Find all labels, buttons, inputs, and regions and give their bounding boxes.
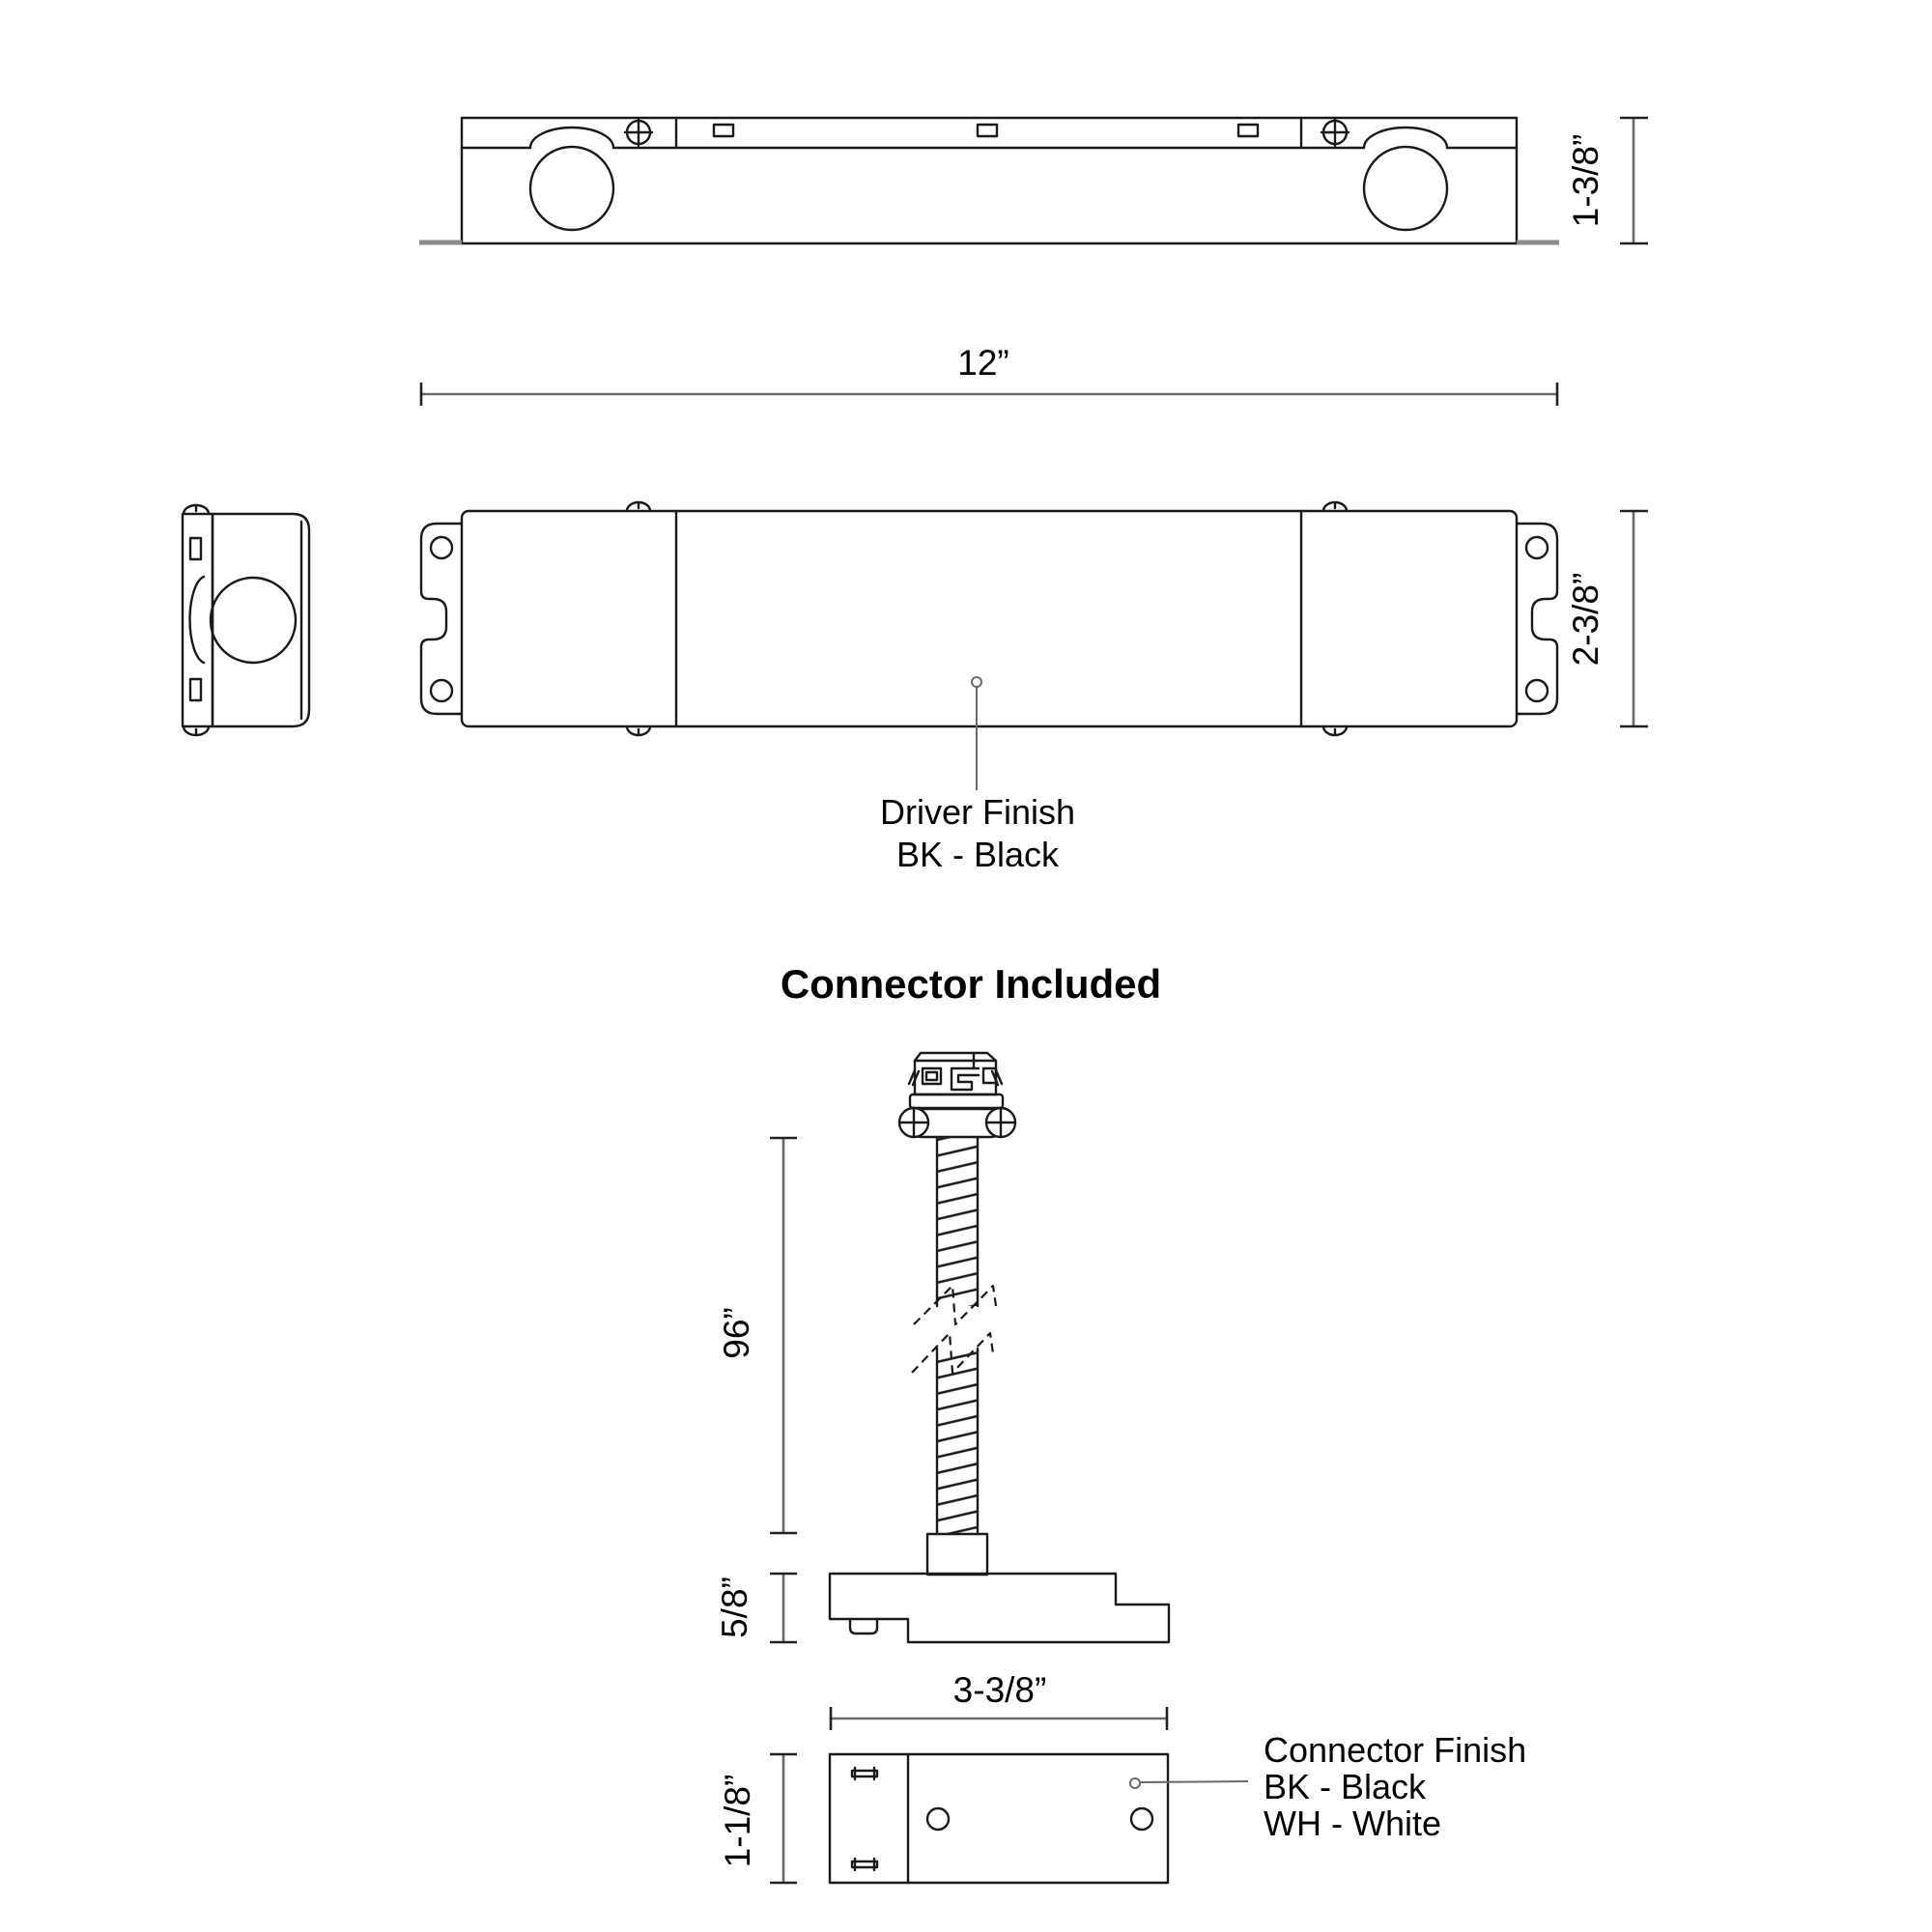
screw-head-edge <box>184 726 209 735</box>
lid-slot <box>1238 125 1258 136</box>
end-flange-strip <box>183 514 213 726</box>
cable-hatch-lower <box>937 1349 978 1534</box>
flange-slot <box>190 538 201 559</box>
dim-label-cable-length: 96” <box>717 1307 756 1359</box>
connector-base-bottom <box>830 1754 1168 1883</box>
connector-elevation-view <box>830 1053 1169 1642</box>
connector-finish-black: BK - Black <box>1264 1767 1427 1806</box>
knockout-circle <box>530 147 613 230</box>
knockout-dome <box>530 128 613 148</box>
phillips-screw-icon <box>1321 119 1349 146</box>
connector-finish-title: Connector Finish <box>1264 1730 1527 1770</box>
cable-hatch-upper <box>937 1138 978 1306</box>
callout-leader-line <box>1141 1781 1248 1782</box>
dim-label-base-height: 5/8” <box>715 1577 754 1638</box>
dim-label-base-width: 1-1/8” <box>718 1774 757 1868</box>
driver-front-body <box>462 511 1517 726</box>
screw-head-edge <box>1323 502 1347 511</box>
dim-label-length: 12” <box>957 343 1009 383</box>
knockout-circle <box>1364 147 1447 230</box>
driver-front-view <box>421 502 1557 735</box>
dim-label-side-height: 1-3/8” <box>1566 133 1605 228</box>
base-slot <box>852 1768 877 1779</box>
mounting-ear-right <box>1517 524 1557 714</box>
dim-base-width <box>718 1754 797 1883</box>
screw-head-edge <box>627 502 650 511</box>
connector-cable <box>912 1137 996 1534</box>
connector-finish-callout <box>1130 1730 1526 1843</box>
knockout-dome <box>1364 128 1447 148</box>
screw-head-edge <box>1323 726 1347 735</box>
mounting-ear-left <box>421 524 462 714</box>
dim-base-length <box>831 1670 1167 1730</box>
dim-driver-length <box>421 343 1557 406</box>
knockout-dome-end <box>190 577 204 663</box>
mounting-hole <box>1526 680 1548 701</box>
base-hole <box>1131 1808 1152 1830</box>
phillips-screw-icon <box>899 1108 928 1137</box>
connector-finish-white: WH - White <box>1264 1804 1441 1843</box>
base-hole <box>927 1808 949 1830</box>
dim-label-base-length: 3-3/8” <box>952 1670 1047 1710</box>
driver-finish-black: BK - Black <box>895 835 1060 874</box>
base-slot <box>852 1859 877 1870</box>
phillips-screw-icon <box>986 1108 1015 1137</box>
flange-slot <box>190 679 201 700</box>
mounting-hole <box>431 537 452 558</box>
phillips-screw-icon <box>625 119 652 146</box>
lid-slot <box>714 125 733 136</box>
head-flange <box>910 1094 1003 1108</box>
dim-label-front-height: 2-3/8” <box>1566 572 1605 667</box>
connector-screw-bar <box>899 1108 1015 1137</box>
dim-base-height <box>715 1574 797 1642</box>
base-tab <box>850 1619 877 1634</box>
screw-head-edge <box>184 505 209 514</box>
driver-finish-title: Driver Finish <box>879 792 1076 832</box>
mounting-hole <box>431 680 452 701</box>
driver-side-view <box>419 118 1559 243</box>
dim-driver-front-height <box>1566 511 1648 726</box>
connector-bottom-view <box>830 1754 1168 1883</box>
mounting-hole <box>1526 537 1548 558</box>
connector-base-side <box>830 1574 1169 1642</box>
driver-end-view <box>183 505 309 735</box>
cable-gland <box>927 1534 987 1575</box>
screw-head-edge <box>627 726 650 735</box>
connector-included-heading: Connector Included <box>780 961 1162 1007</box>
head-contact-inner <box>926 1072 937 1080</box>
lid-slot <box>978 125 997 136</box>
head-channel <box>952 1068 979 1090</box>
dim-driver-side-height <box>1566 118 1648 243</box>
dim-cable-length <box>717 1138 797 1533</box>
knockout-circle <box>211 578 296 663</box>
callout-dot <box>1130 1778 1140 1788</box>
connector-head <box>909 1053 1003 1108</box>
